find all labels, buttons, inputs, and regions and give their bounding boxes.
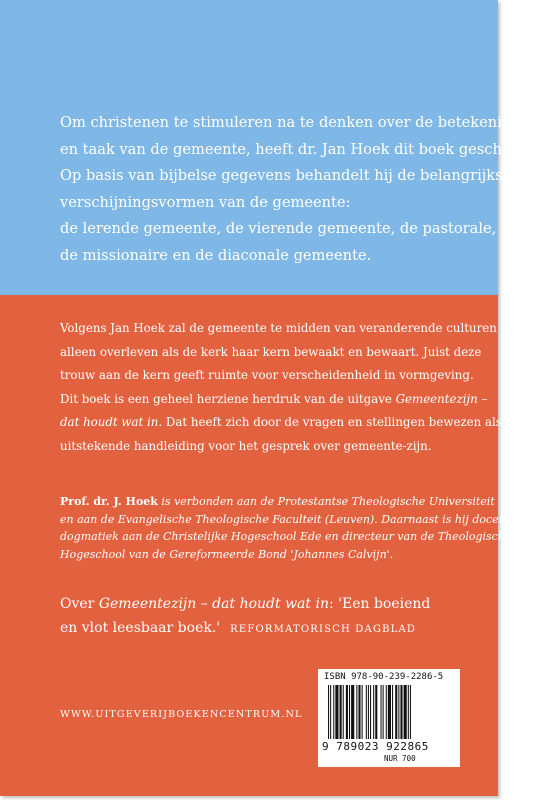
description-line: Volgens Jan Hoek zal de gemeente te midden van veranderende culturen bbox=[60, 321, 497, 335]
bio-line: Hogeschool van de Gereformeerde Bond 'Johannes Calvijn'. bbox=[60, 547, 394, 561]
blurb-line: en taak van de gemeente, heeft dr. Jan Hoek dit boek geschreven. bbox=[60, 140, 548, 158]
top-panel bbox=[0, 0, 548, 295]
quote-line bbox=[60, 592, 480, 616]
blurb bbox=[60, 110, 548, 269]
description-line: alleen overleven als de kerk haar kern bewaakt en bewaart. Juist deze bbox=[60, 344, 482, 359]
isbn-text: ISBN 978-90-239-2286-5 bbox=[324, 672, 444, 682]
blurb-line: Om christenen te stimuleren na te denken over de betekenis bbox=[60, 114, 510, 131]
description-line bbox=[60, 388, 488, 412]
barcode-digits: 9 789023 922865 bbox=[322, 740, 429, 753]
description-text: Dit boek is een geheel herziene herdruk van de uitgave bbox=[60, 391, 396, 406]
quote-text: en vlot leesbaar boek.' bbox=[60, 620, 221, 636]
quote-text: Over bbox=[60, 596, 99, 612]
bottom-panel bbox=[0, 295, 512, 796]
review-quote bbox=[60, 592, 480, 642]
publisher-website: WWW.UITGEVERIJBOEKENCENTRUM.NL bbox=[60, 709, 303, 720]
quote-line bbox=[60, 616, 480, 642]
quote-source: REFORMATORISCH DAGBLAD bbox=[230, 624, 417, 635]
description-line: trouw aan de kern geeft ruimte voor verscheidenheid in vormgeving. bbox=[60, 368, 474, 382]
barcode-label bbox=[318, 669, 460, 767]
bio-text: is verbonden aan de Protestantse Theologische Universiteit bbox=[157, 495, 495, 508]
description-line: uitstekende handleiding voor het gesprek over gemeente-zijn. bbox=[60, 438, 432, 453]
book-title: Gemeentezijn – bbox=[395, 391, 488, 406]
book-title: dat houdt wat in bbox=[60, 415, 159, 429]
blurb-line: de lerende gemeente, de vierende gemeente, de pastorale, bbox=[60, 220, 497, 237]
barcode bbox=[326, 685, 452, 739]
bio-line bbox=[60, 493, 495, 511]
author-name: Prof. dr. J. Hoek bbox=[60, 495, 158, 508]
blurb-line: verschijningsvormen van de gemeente: bbox=[60, 193, 351, 211]
bio-line: dogmatiek aan de Christelijke Hogeschool Ede en directeur van de Theologische bbox=[60, 530, 512, 543]
nur-code: NUR 700 bbox=[384, 754, 416, 763]
quote-text: : 'Een boeiend bbox=[328, 596, 431, 612]
bio-line: en aan de Evangelische Theologische Faculteit (Leuven). Daarnaast is hij docent bbox=[60, 512, 511, 526]
description-line bbox=[60, 411, 502, 435]
blurb-line: de missionaire en de diaconale gemeente. bbox=[60, 246, 372, 264]
description bbox=[60, 317, 502, 458]
blurb-line: Op basis van bijbelse gegevens behandelt hij de belangrijkste bbox=[60, 167, 518, 184]
quote-book-title: Gemeentezijn – dat houdt wat in bbox=[98, 596, 329, 612]
description-text: . Dat heeft zich door de vragen en stellingen bewezen als bbox=[158, 415, 502, 429]
author-bio bbox=[60, 493, 512, 563]
